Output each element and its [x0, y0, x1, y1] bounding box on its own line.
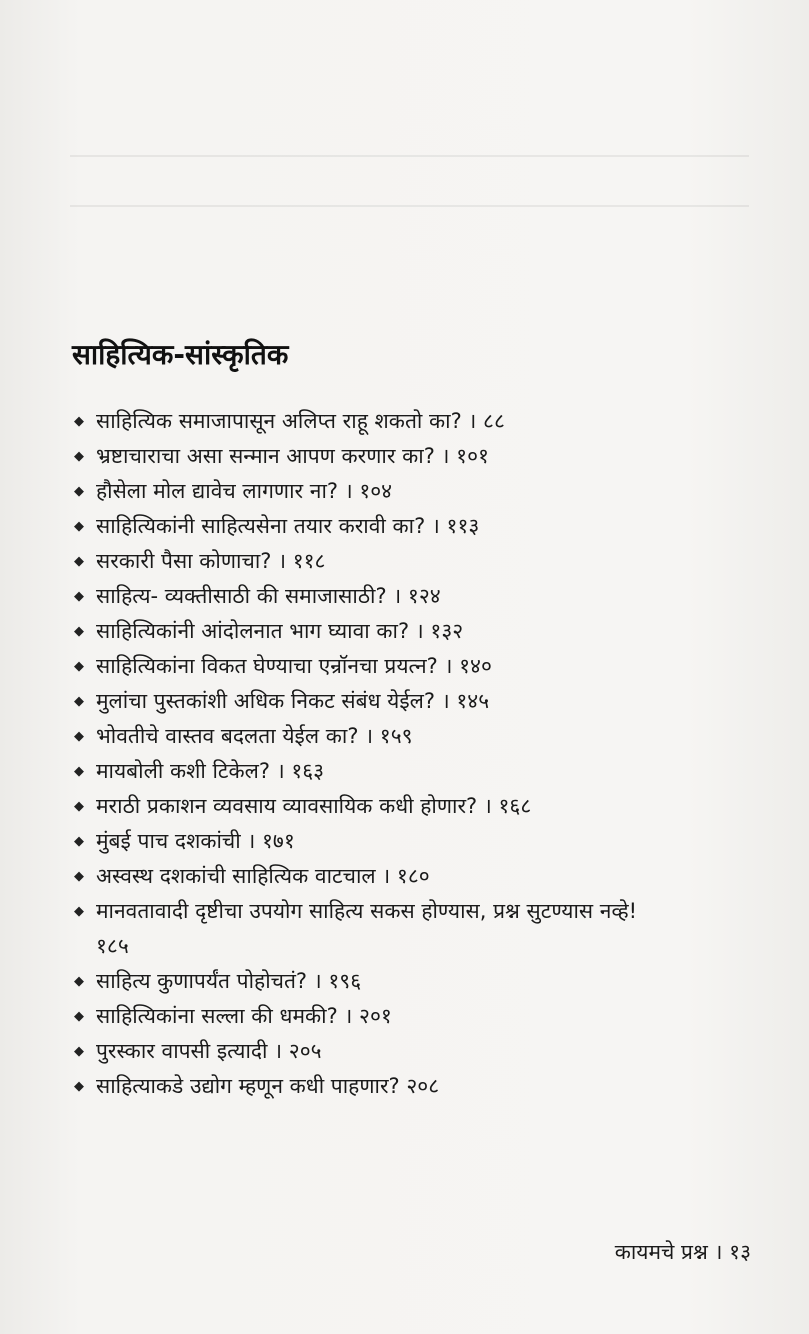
toc-entry-text: साहित्यिकांना सल्ला की धमकी? । २०१ — [96, 1004, 392, 1028]
toc-item — [74, 859, 734, 894]
toc-entry-text: साहित्य- व्यक्तीसाठी की समाजासाठी? । १२४ — [96, 584, 441, 608]
bleed-through-line — [70, 155, 749, 157]
toc-entry-text: साहित्यिकांनी साहित्यसेना तयार करावी का? । ११३ — [96, 514, 480, 538]
diamond-bullet-icon: ◆ — [74, 1044, 84, 1059]
diamond-bullet-icon: ◆ — [74, 449, 84, 464]
diamond-bullet-icon: ◆ — [74, 869, 84, 884]
toc-item — [74, 1034, 734, 1069]
toc-entry-text: अस्वस्थ दशकांची साहित्यिक वाटचाल । १८० — [96, 864, 430, 888]
toc-item — [74, 754, 734, 789]
toc-item — [74, 824, 734, 859]
toc-entry-text: साहित्याकडे उद्योग म्हणून कधी पाहणार? २०८ — [96, 1074, 440, 1098]
toc-item — [74, 439, 734, 474]
toc-entry-text: साहित्य कुणापर्यंत पोहोचतं? । १९६ — [96, 969, 362, 993]
diamond-bullet-icon: ◆ — [74, 799, 84, 814]
toc-entry-text: साहित्यिकांना विकत घेण्याचा एन्रॉनचा प्रयत्न? । १४० — [96, 654, 492, 678]
table-of-contents — [74, 404, 734, 1104]
toc-entry-text: मुलांचा पुस्तकांशी अधिक निकट संबंध येईल? । १४५ — [96, 689, 490, 713]
toc-item — [74, 964, 734, 999]
diamond-bullet-icon: ◆ — [74, 1079, 84, 1094]
diamond-bullet-icon: ◆ — [74, 484, 84, 499]
toc-entry-text: सरकारी पैसा कोणाचा? । ११८ — [96, 549, 326, 573]
toc-entry-text: मराठी प्रकाशन व्यवसाय व्यावसायिक कधी होणार? । १६८ — [96, 794, 532, 818]
diamond-bullet-icon: ◆ — [74, 554, 84, 569]
diamond-bullet-icon: ◆ — [74, 974, 84, 989]
toc-item — [74, 999, 734, 1034]
toc-item — [74, 579, 734, 614]
diamond-bullet-icon: ◆ — [74, 624, 84, 639]
section-title: साहित्यिक-सांस्कृतिक — [72, 338, 289, 371]
diamond-bullet-icon: ◆ — [74, 589, 84, 604]
diamond-bullet-icon: ◆ — [74, 904, 84, 919]
diamond-bullet-icon: ◆ — [74, 729, 84, 744]
toc-item — [74, 789, 734, 824]
toc-entry-text: पुरस्कार वापसी इत्यादी । २०५ — [96, 1039, 322, 1063]
diamond-bullet-icon: ◆ — [74, 414, 84, 429]
diamond-bullet-icon: ◆ — [74, 1009, 84, 1024]
page-footer: कायमचे प्रश्न । १३ — [614, 1240, 751, 1264]
toc-item — [74, 614, 734, 649]
diamond-bullet-icon: ◆ — [74, 519, 84, 534]
toc-entry-text: हौसेला मोल द्यावेच लागणार ना? । १०४ — [96, 479, 393, 503]
toc-entry-text: मानवतावादी दृष्टीचा उपयोग साहित्य सकस होण्यास, प्रश्न सुटण्यास नव्हे! १८५ — [96, 899, 638, 958]
diamond-bullet-icon: ◆ — [74, 764, 84, 779]
toc-entry-text: साहित्यिक समाजापासून अलिप्त राहू शकतो का? । ८८ — [96, 409, 505, 433]
toc-item — [74, 474, 734, 509]
toc-item — [74, 649, 734, 684]
toc-entry-text: भोवतीचे वास्तव बदलता येईल का? । १५९ — [96, 724, 413, 748]
toc-entry-text: मायबोली कशी टिकेल? । १६३ — [96, 759, 325, 783]
bleed-through-line — [70, 205, 749, 207]
diamond-bullet-icon: ◆ — [74, 694, 84, 709]
toc-item — [74, 1069, 734, 1104]
toc-item — [74, 684, 734, 719]
diamond-bullet-icon: ◆ — [74, 834, 84, 849]
toc-entry-text: भ्रष्टाचाराचा असा सन्मान आपण करणार का? । १०१ — [96, 444, 489, 468]
toc-entry-text: साहित्यिकांनी आंदोलनात भाग घ्यावा का? । १३२ — [96, 619, 464, 643]
toc-entry-text: मुंबई पाच दशकांची । १७१ — [96, 829, 295, 853]
toc-item — [74, 719, 734, 754]
toc-item — [74, 894, 734, 964]
diamond-bullet-icon: ◆ — [74, 659, 84, 674]
toc-item — [74, 509, 734, 544]
toc-item — [74, 404, 734, 439]
toc-item — [74, 544, 734, 579]
